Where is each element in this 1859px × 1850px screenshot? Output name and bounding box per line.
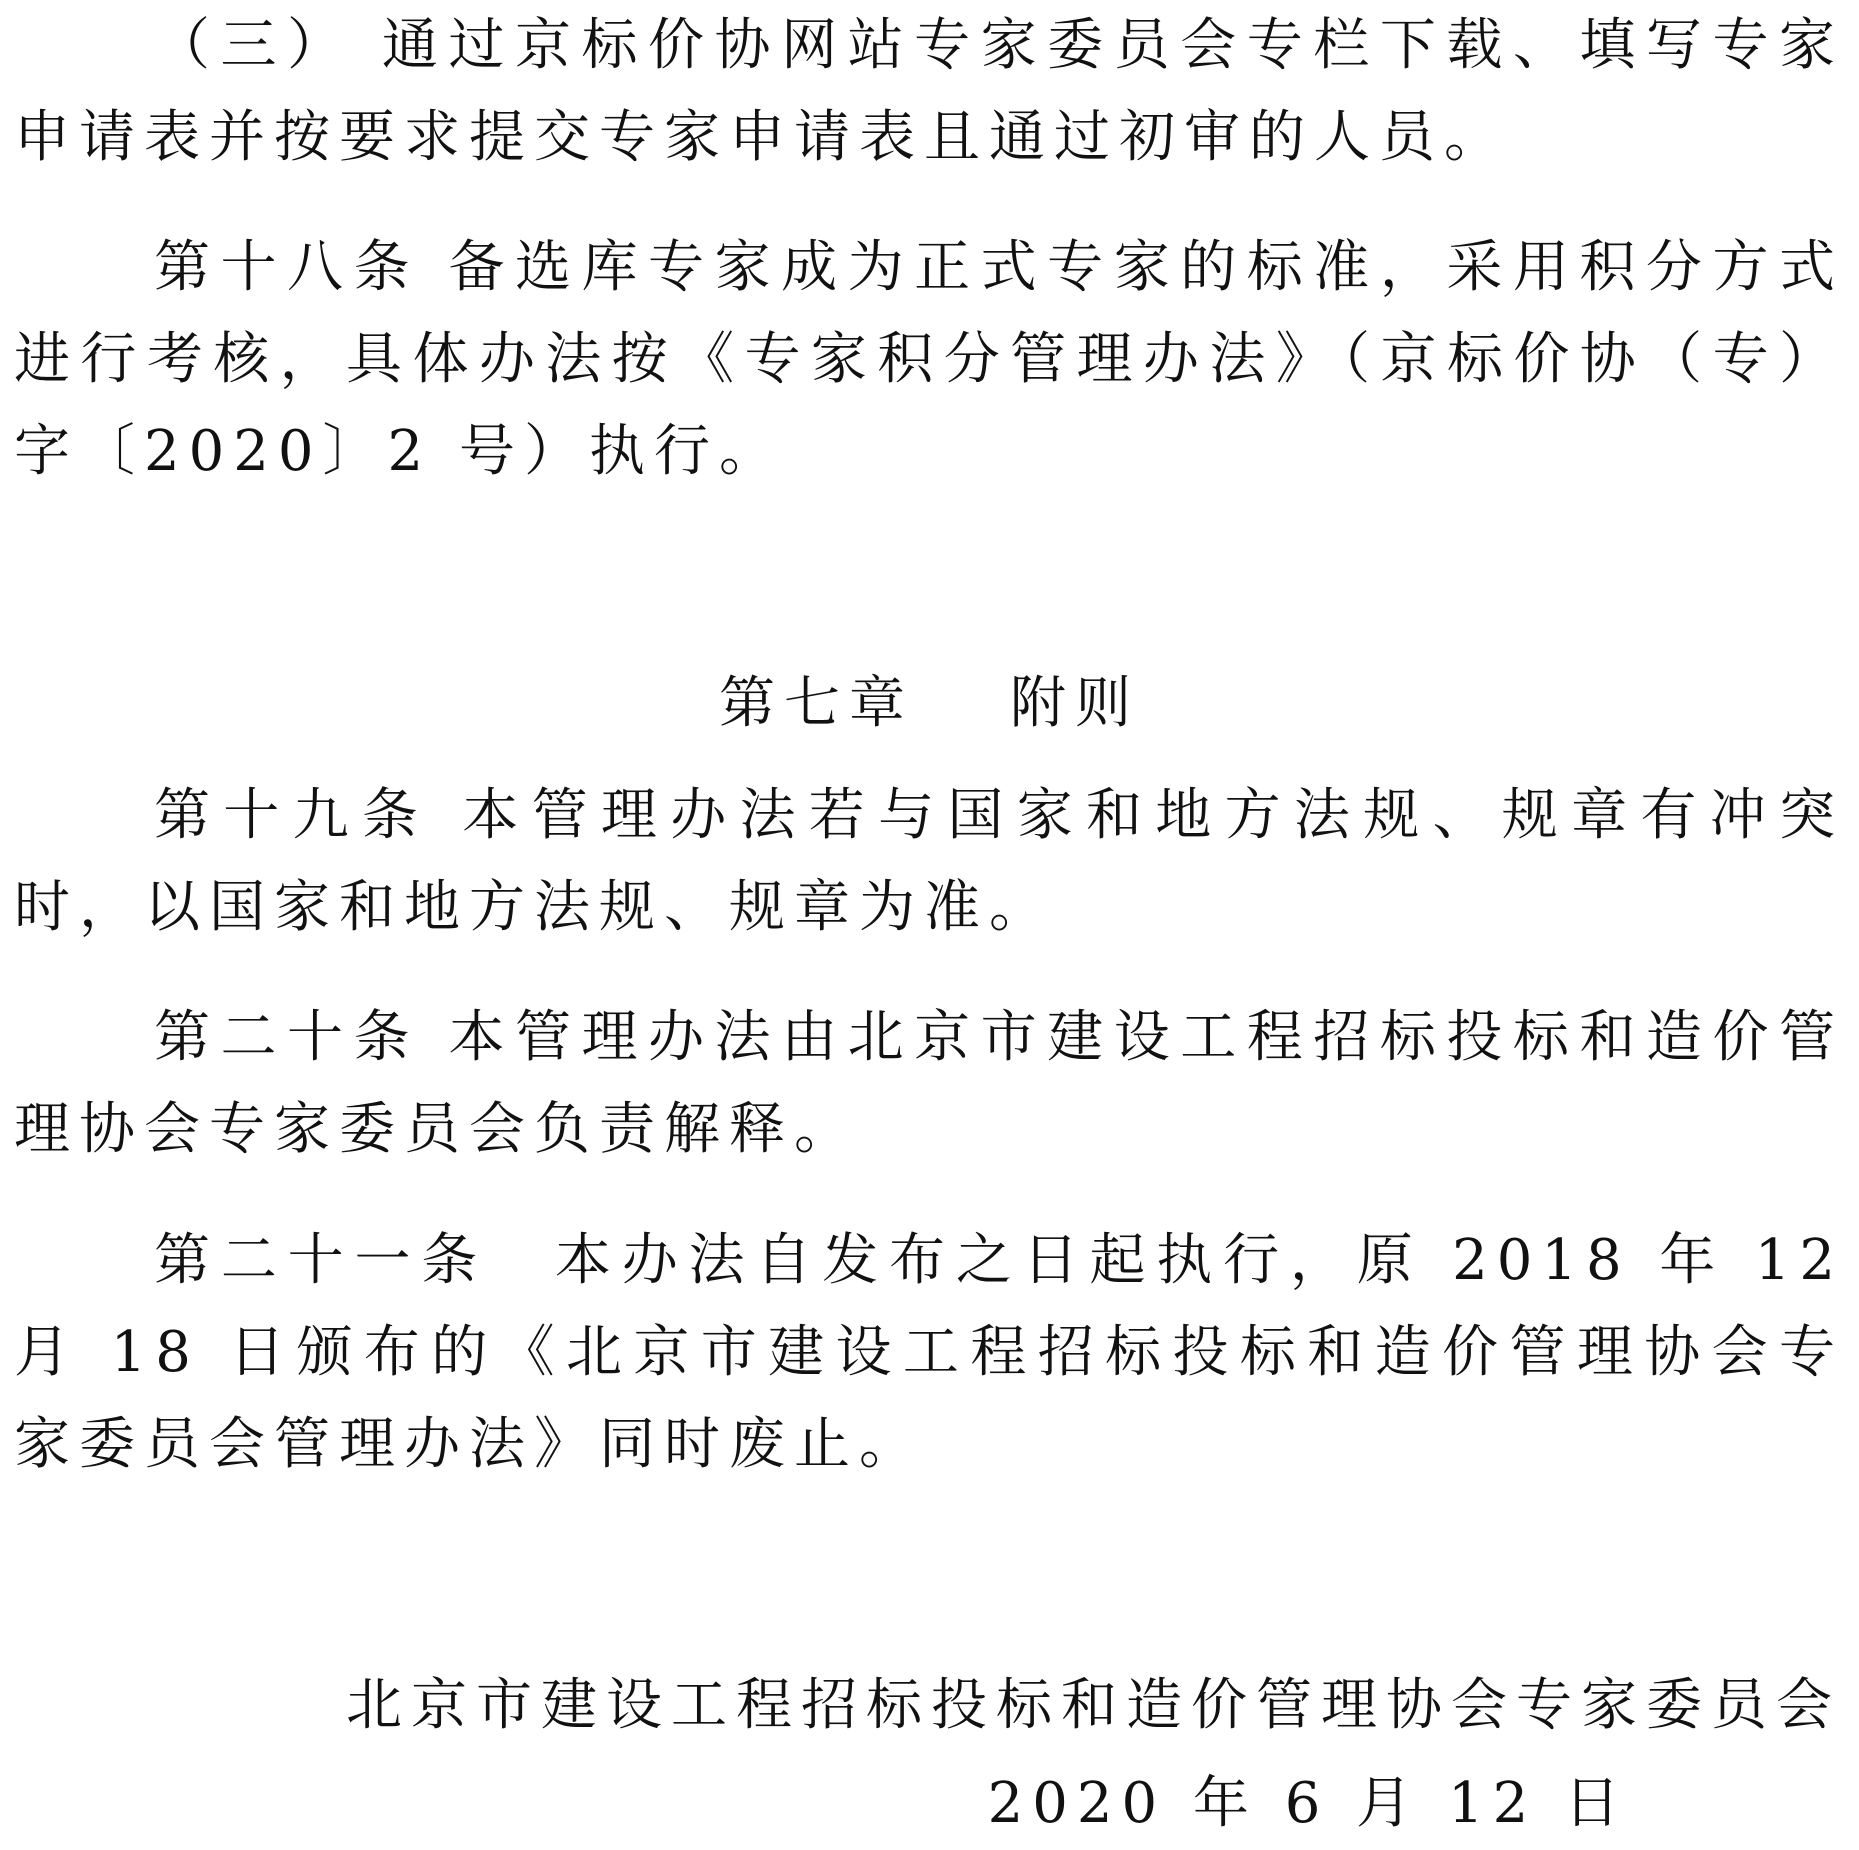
item-three-paragraph: （三） 通过京标价协网站专家委员会专栏下载、填写专家申请表并按要求提交专家申请表且通过初审的人员。 — [14, 13, 1844, 170]
signature-date: 2020 年 6 月 12 日 — [987, 1771, 1629, 1836]
article-20-paragraph: 第二十条 本管理办法由北京市建设工程招标投标和造价管理协会专家委员会负责解释。 — [14, 1005, 1844, 1162]
article-21-paragraph: 第二十一条 本办法自发布之日起执行，原 2018 年 12 月 18 日颁布的《北京市建设工程招标投标和造价管理协会专家委员会管理办法》同时废止。 — [14, 1228, 1844, 1477]
article-19-paragraph: 第十九条 本管理办法若与国家和地方法规、规章有冲突时，以国家和地方法规、规章为准。 — [14, 783, 1844, 940]
chapter-title: 附则 — [1010, 671, 1140, 736]
article-18-paragraph: 第十八条 备选库专家成为正式专家的标准，采用积分方式进行考核，具体办法按《专家积分管理办法》（京标价协（专）字〔2020〕2 号）执行。 — [14, 235, 1844, 484]
signature-organization: 北京市建设工程招标投标和造价管理协会专家委员会 — [346, 1673, 1841, 1738]
chapter-heading — [0, 658, 1859, 750]
chapter-number: 第七章 — [719, 671, 914, 736]
